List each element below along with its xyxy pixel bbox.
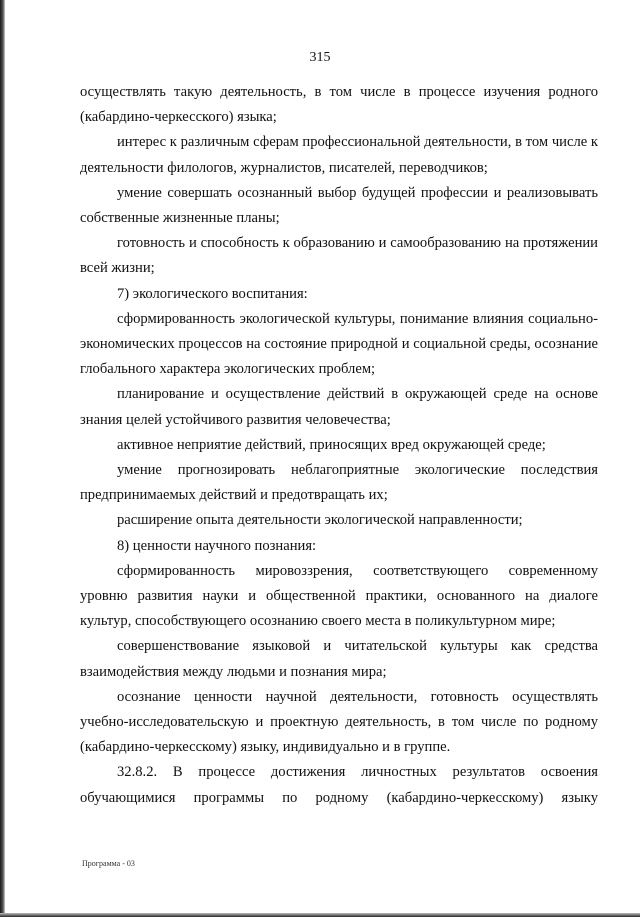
paragraph-6: сформированность экологической культуры, понимание влияния социально-экономических процессов на состояние природной и социальной среды, осознание глобального характера экологических проблем; <box>80 310 598 378</box>
footer-note: Программа - 03 <box>82 859 135 868</box>
paragraph-15: 32.8.2. В процессе достижения личностных результатов освоения обучающимися программы по родному (кабардино-черкесскому) языку <box>80 764 598 806</box>
paragraph-8: активное неприятие действий, приносящих вред окружающей среде; <box>117 436 546 453</box>
page-number: 315 <box>309 50 331 65</box>
paragraph-12: сформированность мировоззрения, соответствующего современному уровню развития науки и общественной практики, основанного на диалоге культур, способствующего осознанию своего места в поликультурном мире; <box>80 562 598 630</box>
paragraph-14: осознание ценности научной деятельности, готовность осуществлять учебно-исследовательскую и проектную деятельность, в том числе по родному (кабардино-черкесскому) языку, индивидуально и в группе. <box>80 688 598 756</box>
scan-left-edge <box>0 0 5 917</box>
paragraph-1: осуществлять такую деятельность, в том числе в процессе изучения родного (кабардино-черкесского) языка; <box>80 84 598 126</box>
section-heading-8: 8) ценности научного познания: <box>117 537 317 554</box>
paragraph-2: интерес к различным сферам профессиональной деятельности, в том числе к деятельности филологов, журналистов, писателей, переводчиков; <box>80 134 598 176</box>
paragraph-3: умение совершать осознанный выбор будущей профессии и реализовывать собственные жизненные планы; <box>80 184 598 227</box>
paragraph-9: умение прогнозировать неблагоприятные экологические последствия предпринимаемых действий и предотвращать их; <box>80 462 598 504</box>
paragraph-10: расширение опыта деятельности экологической направленности; <box>117 512 523 529</box>
body-text <box>80 80 598 811</box>
paragraph-7: планирование и осуществление действий в окружающей среде на основе знания целей устойчивого развития человечества; <box>80 386 598 428</box>
section-heading-7: 7) экологического воспитания: <box>117 285 308 302</box>
paragraph-13: совершенствование языковой и читательской культуры как средства взаимодействия между людьми и познания мира; <box>80 638 598 680</box>
paragraph-4: готовность и способность к образованию и самообразованию на протяжении всей жизни; <box>80 235 598 277</box>
scan-bottom-edge <box>0 913 640 917</box>
